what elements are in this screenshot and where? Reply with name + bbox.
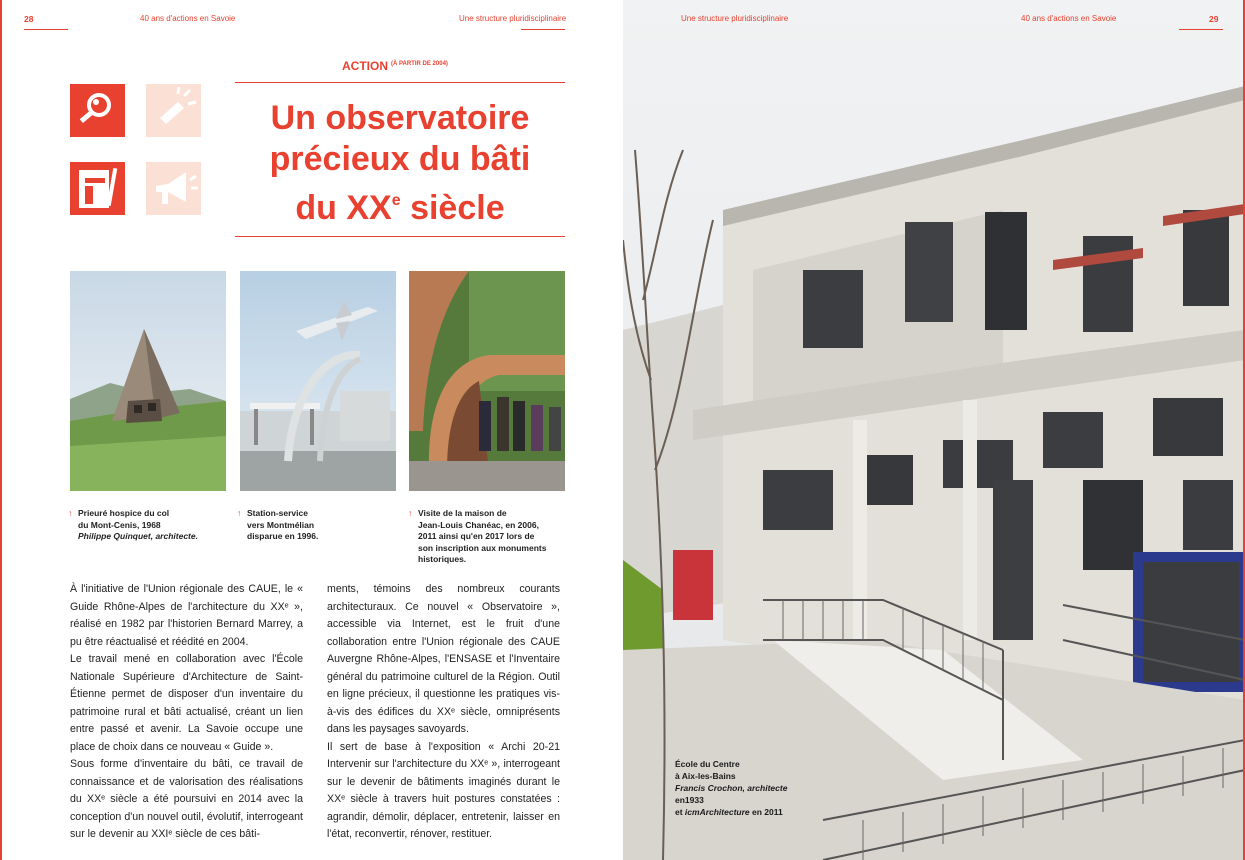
caption-line: École du Centre xyxy=(675,759,740,769)
notebook-icon xyxy=(70,162,125,215)
caption-photo-3 xyxy=(408,508,547,566)
body-column-1 xyxy=(70,581,303,844)
title-fragment: du XX xyxy=(295,189,392,227)
header-rule xyxy=(521,29,565,30)
page-number-left: 28 xyxy=(24,14,34,24)
caption-fragment: en 2011 xyxy=(749,807,783,817)
running-head-section: Une structure pluridisciplinaire xyxy=(681,14,789,23)
article-title xyxy=(235,98,565,229)
title-rule-bottom xyxy=(235,236,565,237)
photo-prieure-mont-cenis xyxy=(70,271,226,491)
caption-fragment: icmArchitecture xyxy=(684,807,750,817)
arrow-up-icon: ↑ xyxy=(237,508,242,518)
action-date: (À PARTIR DE 2004) xyxy=(391,61,448,67)
header-rule xyxy=(24,29,68,30)
caption-fragment: et xyxy=(675,807,685,817)
body-paragraph: Le travail mené en collaboration avec l'École Nationale Supérieure d'Architecture de Saint-Étienne permet de disposer d'un inventaire du patrimoine rural et bâti actualisé, créant un lien entre passé et avenir. La Savoie occupe une place de choix dans ce nouveau « Guide ». xyxy=(70,653,303,753)
title-line xyxy=(235,180,565,229)
action-label xyxy=(342,59,448,73)
arrow-up-icon: ↑ xyxy=(408,508,413,518)
caption-line: à Aix-les-Bains xyxy=(675,771,736,781)
page-number-right: 29 xyxy=(1209,14,1219,24)
caption-line: Francis Crochon, architecte xyxy=(675,783,788,793)
caption-line: disparue en 1996. xyxy=(247,531,319,541)
caption-line: du Mont-Cenis, 1968 xyxy=(78,519,161,530)
action-icons xyxy=(70,84,205,216)
caption-photo-1 xyxy=(68,508,198,543)
megaphone-icon xyxy=(146,162,201,215)
body-paragraph: Sous forme d'inventaire du bâti, ce travail de connaissance et de valorisation des réalisations du XXᵉ siècle a été poursuivi en 2014 avec la conception d'un nouvel outil, évolutif, interrogeant sur le devenir au XXIᵉ siècle de ces bâti- xyxy=(70,758,303,840)
title-superscript: e xyxy=(391,192,401,209)
body-paragraph: À l'initiative de l'Union régionale des CAUE, le « Guide Rhône-Alpes de l'architecture du XXᵉ », réalisé en 1982 par l'historien Bernard Marrey, a pu être réactualisé et réédité en 2004. xyxy=(70,583,303,648)
caption-line: vers Montmélian xyxy=(247,519,315,530)
title-line: Un observatoire xyxy=(270,99,530,137)
caption-line: Prieuré hospice du col xyxy=(78,508,170,518)
action-text: ACTION xyxy=(342,59,388,73)
caption-line: Philippe Quinquet, architecte. xyxy=(78,531,198,541)
caption-line: Jean-Louis Chanéac, en 2006, xyxy=(418,519,539,530)
body-column-2 xyxy=(327,581,560,844)
running-head: 40 ans d'actions en Savoie xyxy=(1021,14,1117,23)
caption-line: en1933 xyxy=(675,795,704,805)
photo-ecole-du-centre xyxy=(623,0,1245,860)
running-head: 40 ans d'actions en Savoie xyxy=(140,14,236,23)
running-head-section: Une structure pluridisciplinaire xyxy=(459,14,567,23)
flashlight-icon xyxy=(146,84,201,137)
caption-main-photo xyxy=(675,758,787,818)
caption-line xyxy=(675,806,787,818)
caption-line: Visite de la maison de xyxy=(418,508,507,518)
title-fragment: siècle xyxy=(400,189,505,227)
caption-line: Station-service xyxy=(247,508,308,518)
caption-line: son inscription aux monuments xyxy=(418,542,547,553)
caption-photo-2 xyxy=(237,508,319,543)
body-paragraph: ments, témoins des nombreux courants architecturaux. Ce nouvel « Observatoire », accessible via Internet, est le fruit d'une collaboration entre l'Union régionale des CAUE Auvergne Rhône-Alpes, l'ENSASE et l'Inventaire général du patrimoine culturel de la Région. Outil en ligne précieux, il questionne les pratiques vis-à-vis des édifices du XXᵉ siècle, omniprésents dans les paysages savoyards. xyxy=(327,583,560,735)
title-rule-top xyxy=(235,82,565,83)
title-line: précieux du bâti xyxy=(269,140,531,178)
body-paragraph: Il sert de base à l'exposition « Archi 20-21 Intervenir sur l'architecture du XXᵉ », interrogeant sur le devenir de bâtiments imaginés durant le XXᵉ siècle à travers huit postures constatées : agrandir, démolir, déplacer, entretenir, laisser en l'état, reconvertir, rénover, restituer. xyxy=(327,740,560,840)
photo-station-service xyxy=(240,271,396,491)
header-rule xyxy=(1179,29,1223,30)
arrow-up-icon: ↑ xyxy=(68,508,73,518)
photo-maison-chaneac xyxy=(409,271,565,491)
right-page xyxy=(623,0,1245,860)
caption-line: historiques. xyxy=(418,554,467,564)
caption-line: 2011 ainsi qu'en 2017 lors de xyxy=(418,531,535,541)
magnifier-icon xyxy=(70,84,125,137)
